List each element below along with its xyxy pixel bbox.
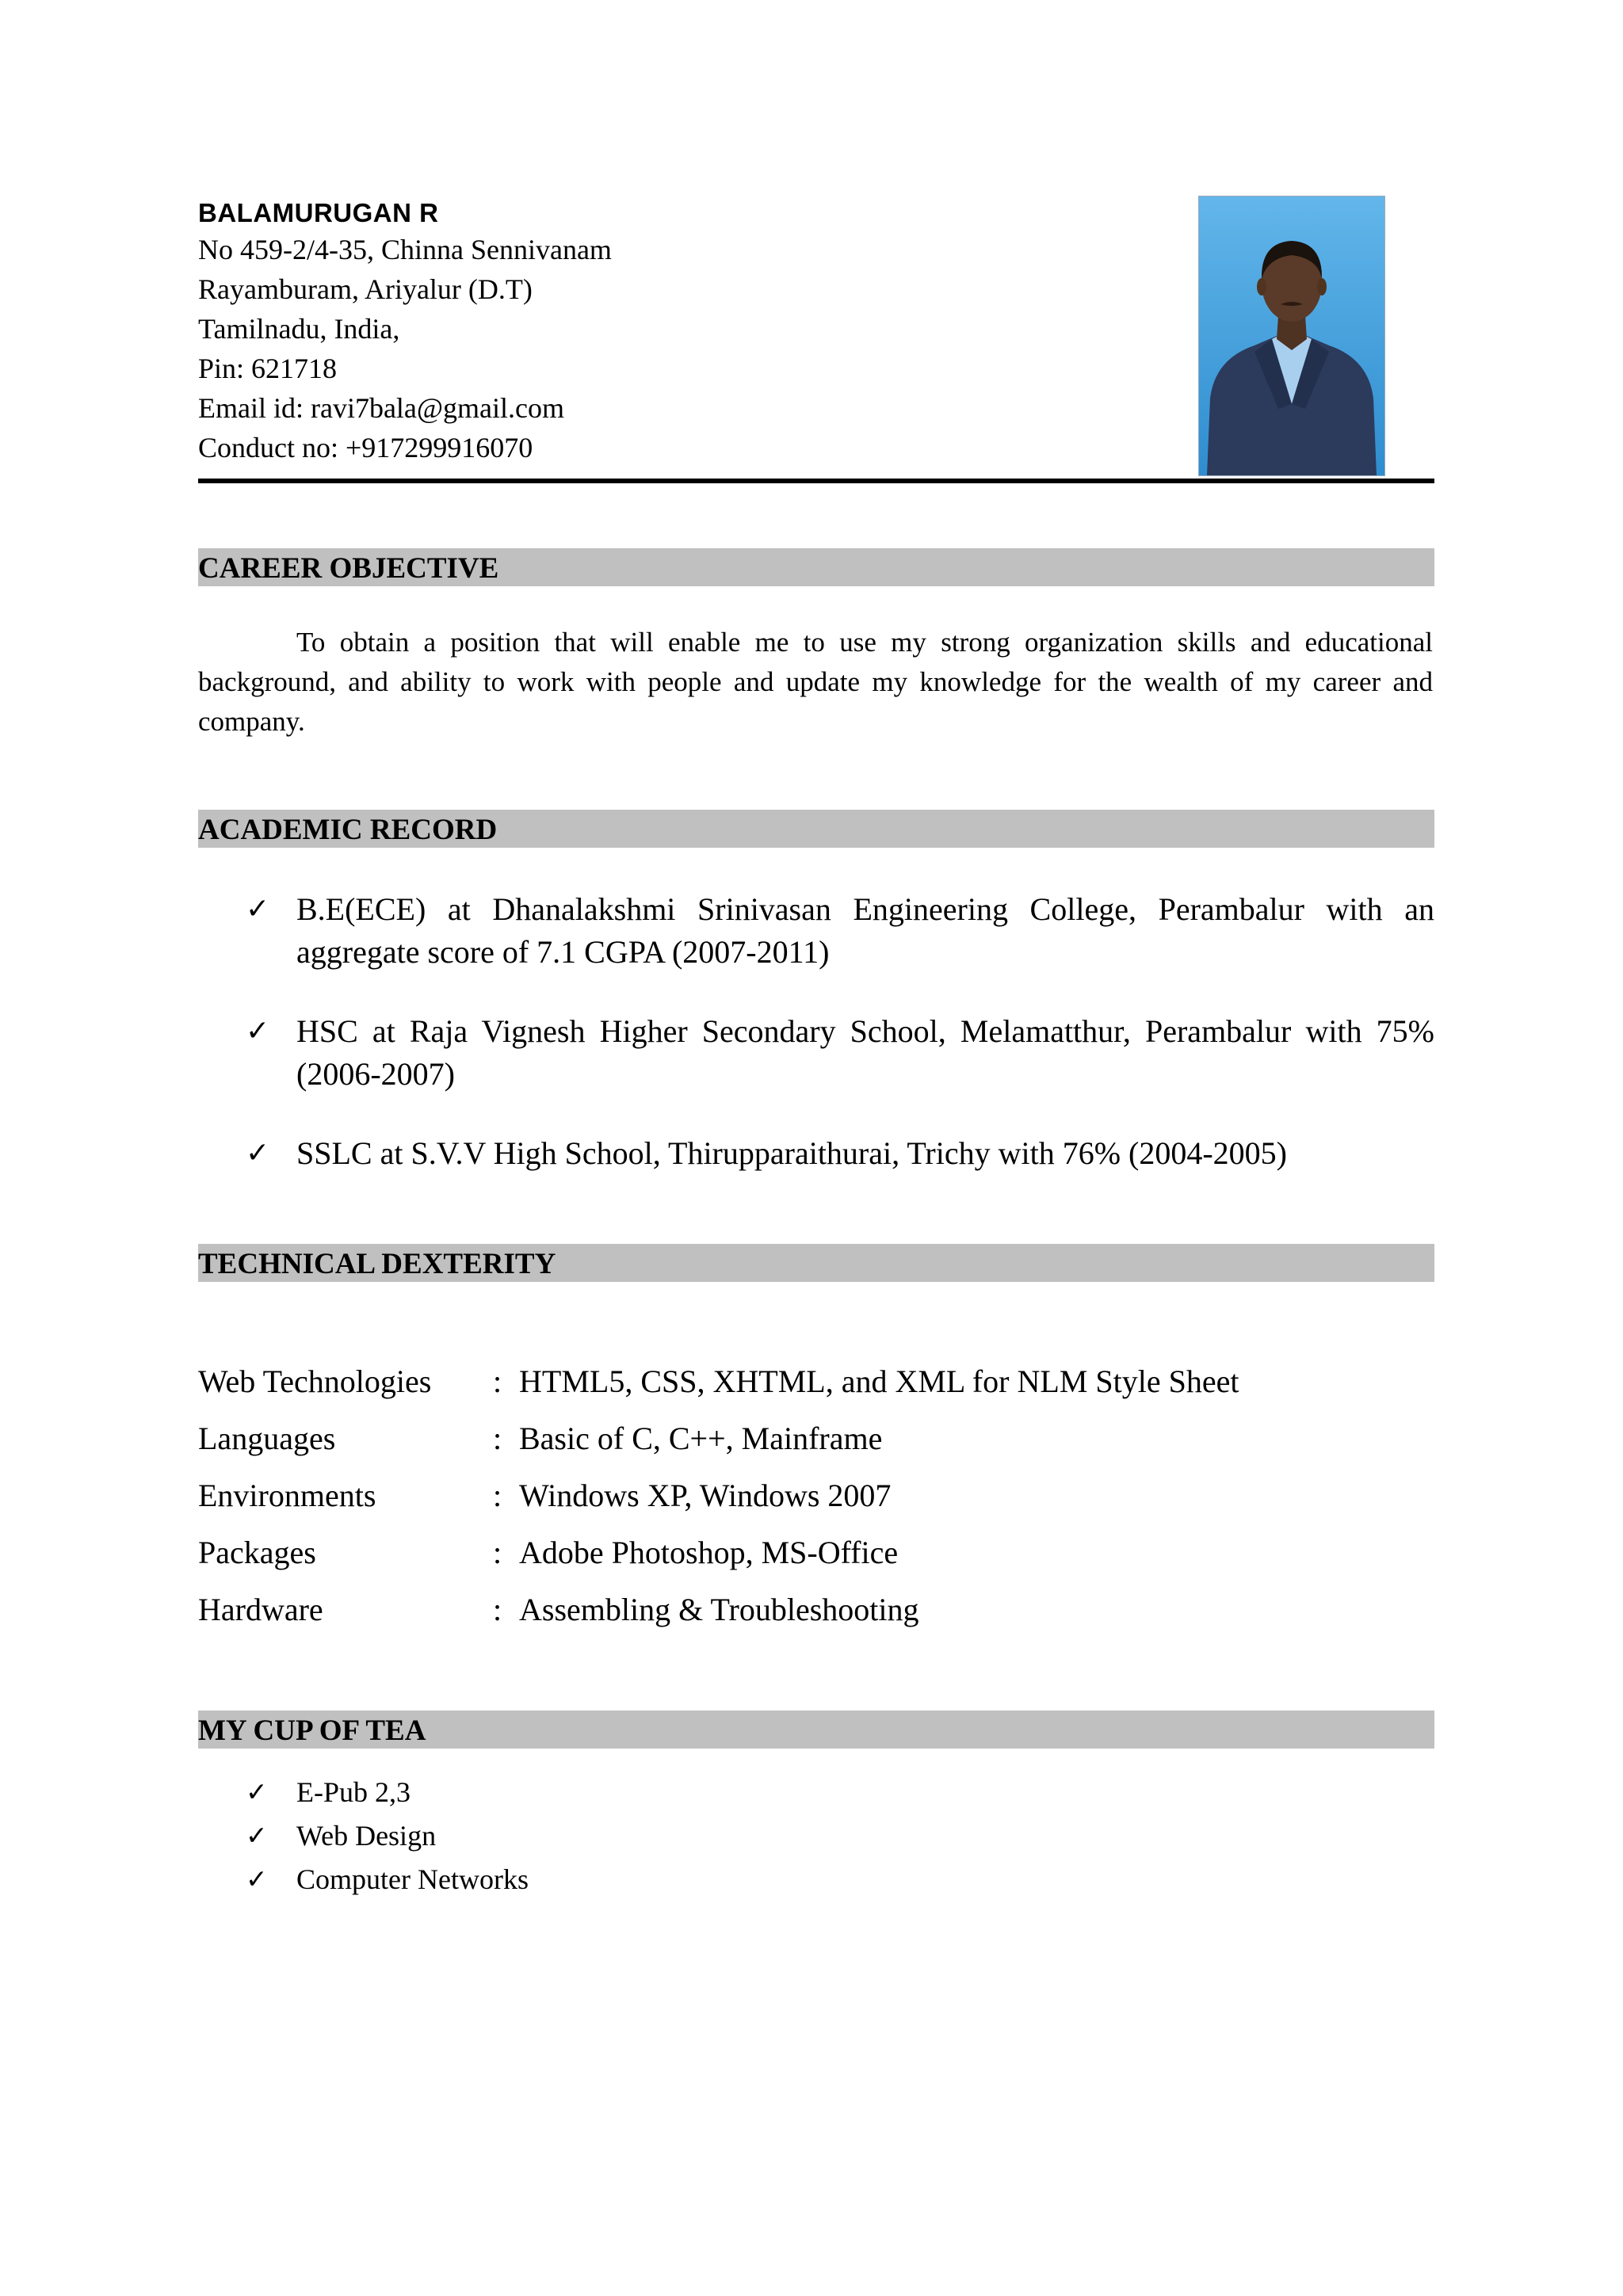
tech-label: Languages xyxy=(198,1421,336,1456)
tech-value: Basic of C, C++, Mainframe xyxy=(519,1421,883,1456)
tech-label: Hardware xyxy=(198,1592,323,1627)
tech-colon: : xyxy=(493,1478,502,1513)
checkmark-icon: ✓ xyxy=(246,1015,270,1047)
candidate-name: BALAMURUGAN R xyxy=(198,198,439,227)
section-heading-career-objective: CAREER OBJECTIVE xyxy=(198,548,1434,586)
tech-label: Web Technologies xyxy=(198,1363,432,1399)
address-line-1: No 459-2/4-35, Chinna Sennivanam xyxy=(198,234,612,265)
tech-label: Packages xyxy=(198,1535,316,1570)
interest-text: Web Design xyxy=(296,1820,437,1852)
academic-item-1 xyxy=(198,888,1434,974)
tech-colon: : xyxy=(493,1421,502,1456)
checkmark-icon: ✓ xyxy=(246,1137,270,1169)
checkmark-icon: ✓ xyxy=(246,893,270,925)
header-divider xyxy=(198,479,1434,483)
tech-label: Environments xyxy=(198,1478,376,1513)
section-heading-my-cup-of-tea: MY CUP OF TEA xyxy=(198,1711,1434,1749)
academic-item-text: HSC at Raja Vignesh Higher Secondary School, Melamatthur, Perambalur with 75% (2006-2007) xyxy=(296,1013,1434,1092)
portrait-icon xyxy=(1199,196,1384,475)
address-line-3: Tamilnadu, India, xyxy=(198,313,400,345)
academic-item-text: SSLC at S.V.V High School, Thirupparaithurai, Trichy with 76% (2004-2005) xyxy=(296,1135,1287,1171)
tech-value: Assembling & Troubleshooting xyxy=(519,1592,919,1627)
phone-line: Conduct no: +917299916070 xyxy=(198,432,533,463)
pin-line: Pin: 621718 xyxy=(198,353,338,384)
tech-colon: : xyxy=(493,1535,502,1570)
tech-colon: : xyxy=(493,1592,502,1627)
tech-value: Adobe Photoshop, MS-Office xyxy=(519,1535,899,1570)
interest-text: Computer Networks xyxy=(296,1863,529,1895)
email-line: Email id: ravi7bala@gmail.com xyxy=(198,392,565,424)
section-heading-academic-record: ACADEMIC RECORD xyxy=(198,810,1434,848)
tech-value: HTML5, CSS, XHTML, and XML for NLM Style Sheet xyxy=(519,1363,1239,1399)
tech-value: Windows XP, Windows 2007 xyxy=(519,1478,892,1513)
career-objective-text: To obtain a position that will enable me to use my strong organization skills and educational background, and ability to work with people and update my knowledge for the wealth of my career and company. xyxy=(198,627,1433,737)
address-line-2: Rayamburam, Ariyalur (D.T) xyxy=(198,273,533,305)
checkmark-icon: ✓ xyxy=(246,1820,268,1851)
checkmark-icon: ✓ xyxy=(246,1776,268,1807)
academic-item-text: B.E(ECE) at Dhanalakshmi Srinivasan Engineering College, Perambalur with an aggregate score of 7.1 CGPA (2007-2011) xyxy=(296,891,1434,970)
portrait-photo xyxy=(1198,196,1385,476)
interest-text: E-Pub 2,3 xyxy=(296,1776,411,1808)
checkmark-icon: ✓ xyxy=(246,1863,268,1894)
academic-item-2 xyxy=(198,1010,1434,1096)
academic-item-3 xyxy=(198,1132,1434,1175)
tech-colon: : xyxy=(493,1363,502,1399)
contact-block xyxy=(198,230,612,467)
section-heading-technical-dexterity: TECHNICAL DEXTERITY xyxy=(198,1244,1434,1282)
